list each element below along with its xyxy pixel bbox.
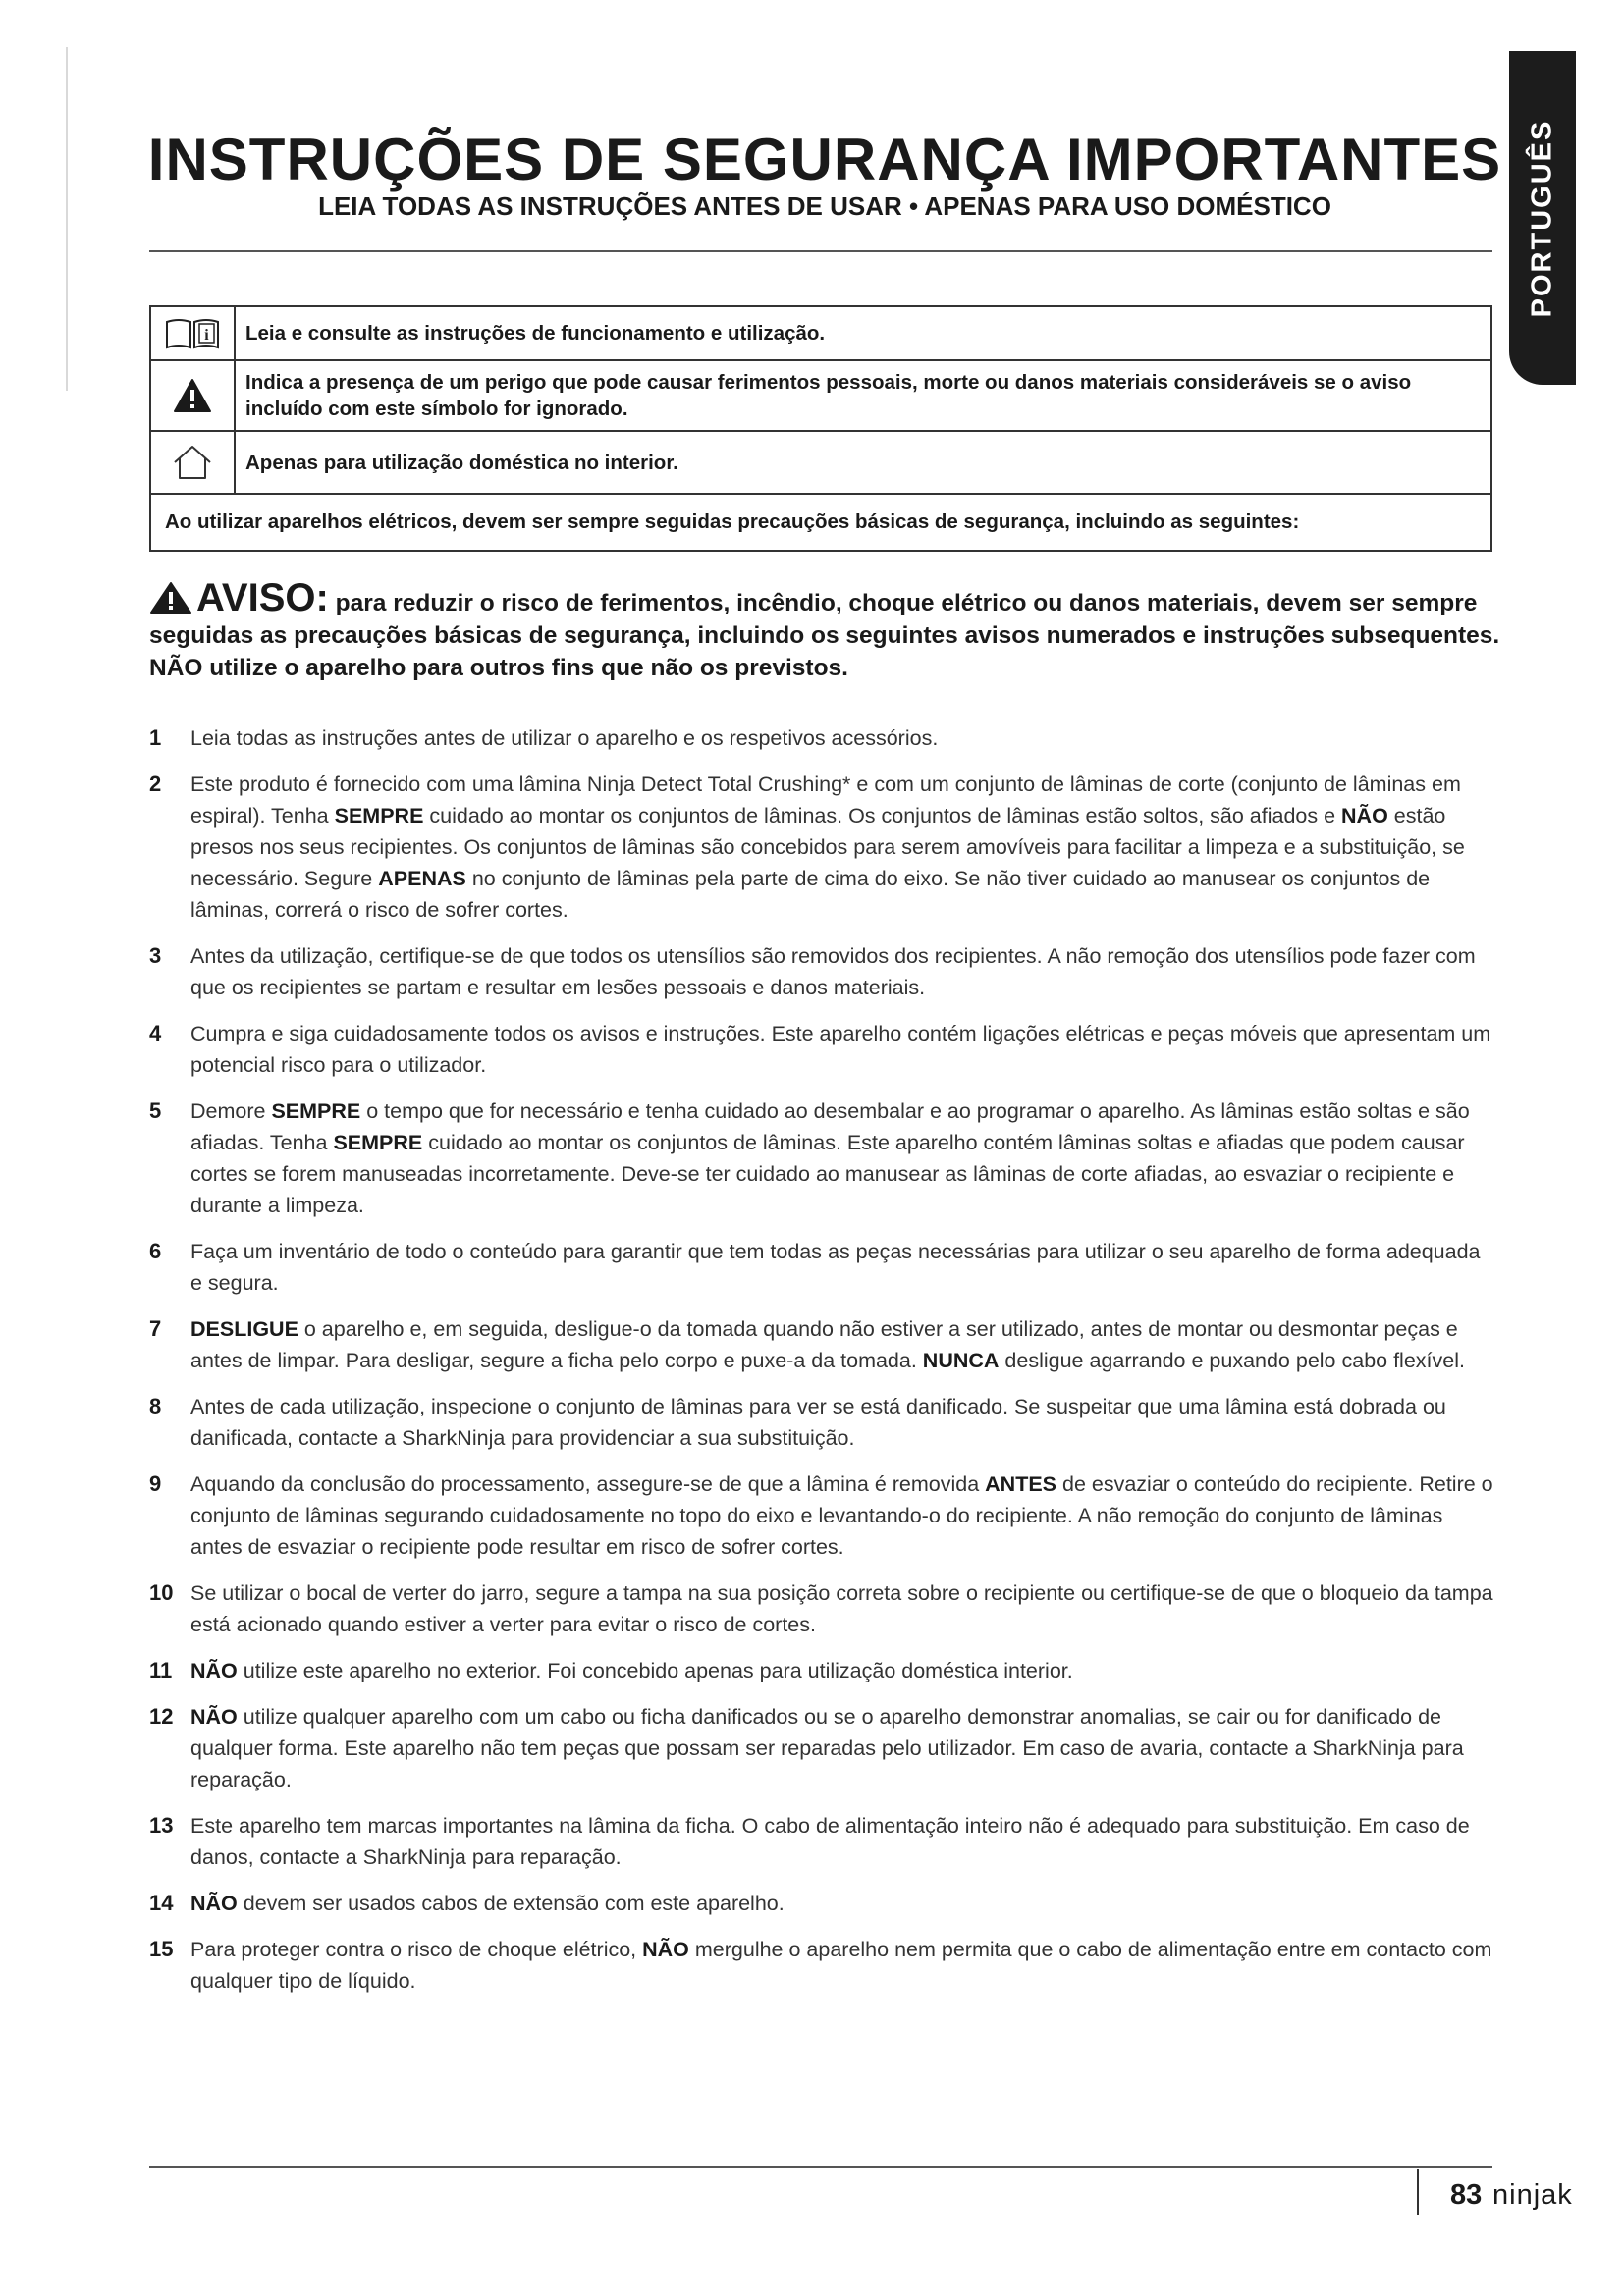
top-divider: [149, 250, 1492, 252]
warning-icon: [149, 581, 192, 614]
instruction-item: [149, 940, 1494, 1003]
warning-triangle-icon: [151, 361, 236, 430]
warning-label: AVISO:: [196, 576, 329, 619]
emphasis-text: NÃO: [190, 1705, 238, 1729]
manual-info-icon: [151, 307, 236, 359]
item-text: [190, 1391, 1494, 1454]
page-title: INSTRUÇÕES DE SEGURANÇA IMPORTANTES: [147, 127, 1502, 192]
item-number: 5: [149, 1098, 162, 1123]
item-text: [190, 1095, 1494, 1221]
emphasis-text: NÃO: [1341, 804, 1388, 828]
symbol-row: [151, 432, 1490, 495]
instruction-item: [149, 1313, 1494, 1376]
text-segment: Este produto é fornecido com uma lâmina Ninja Detect Total Crushing* e com um conjunto de lâminas de corte (conjunto de lâminas em espiral). Tenha: [190, 773, 1461, 828]
text-segment: Cumpra e siga cuidadosamente todos os avisos e instruções. Este aparelho contém ligações elétricas e peças móveis que apresentam um potencial risco para o utilizador.: [190, 1022, 1491, 1077]
text-segment: desligue agarrando e puxando pelo cabo flexível.: [999, 1349, 1465, 1372]
item-number: 2: [149, 772, 162, 796]
instruction-item: [149, 1236, 1494, 1299]
emphasis-text: ANTES: [985, 1472, 1057, 1496]
text-segment: utilize este aparelho no exterior. Foi concebido apenas para utilização doméstica interior.: [237, 1659, 1073, 1682]
item-text: [190, 722, 1494, 754]
item-text: [190, 1018, 1494, 1081]
item-number: 12: [149, 1704, 174, 1729]
safety-instructions-list: [149, 722, 1494, 2011]
symbol-row: [151, 307, 1490, 361]
precautions-note: Ao utilizar aparelhos elétricos, devem ser sempre seguidas precauções básicas de segurança, incluindo as seguintes:: [165, 510, 1300, 533]
instruction-item: [149, 769, 1494, 926]
emphasis-text: NUNCA: [922, 1349, 1000, 1372]
text-segment: devem ser usados cabos de extensão com este aparelho.: [237, 1892, 785, 1915]
instruction-item: [149, 1095, 1494, 1221]
text-segment: cuidado ao montar os conjuntos de lâminas. Este aparelho contém lâminas soltas e afiadas que podem causar cortes se forem manuseadas incorretamente. Deve-se ter cuidado ao manusear as lâminas de corte afiadas, ao esvaziar o recipiente e durante a limpeza.: [190, 1131, 1465, 1217]
item-number: 1: [149, 725, 162, 750]
item-text: [190, 1577, 1494, 1640]
warning-block: [149, 576, 1504, 684]
bottom-divider: [149, 2166, 1492, 2168]
item-number: 6: [149, 1239, 162, 1263]
item-text: [190, 1701, 1494, 1795]
emphasis-text: SEMPRE: [271, 1099, 361, 1123]
item-number: 15: [149, 1937, 174, 1961]
item-number: 13: [149, 1813, 174, 1838]
text-segment: de esvaziar o conteúdo do recipiente. Retire o conjunto de lâminas segurando cuidadosamente no topo do eixo e levantando-o do recipiente. A não remoção do conjunto de lâminas antes de esvaziar o recipiente pode resultar em risco de sofrer cortes.: [190, 1472, 1493, 1559]
emphasis-text: APENAS: [378, 867, 466, 890]
item-number: 10: [149, 1580, 174, 1605]
symbol-row: [151, 361, 1490, 432]
text-segment: o aparelho e, em seguida, desligue-o da tomada quando não estiver a ser utilizado, antes de montar ou desmontar peças e antes de limpar. Para desligar, segure a ficha pelo corpo e puxe-a da tomada.: [190, 1317, 1458, 1372]
item-text: [190, 1236, 1494, 1299]
brand-logo: ninjak: [1492, 2179, 1573, 2211]
text-segment: no conjunto de lâminas pela parte de cima do eixo. Se não tiver cuidado ao manusear os conjuntos de lâminas, correrá o risco de sofrer cortes.: [190, 867, 1431, 922]
instruction-item: [149, 1701, 1494, 1795]
symbol-text: Leia e consulte as instruções de funcionamento e utilização.: [245, 322, 826, 345]
page-subtitle: LEIA TODAS AS INSTRUÇÕES ANTES DE USAR • APENAS PARA USO DOMÉSTICO: [318, 191, 1331, 221]
footer-separator: [1417, 2169, 1419, 2215]
language-label: PORTUGUÊS: [1526, 119, 1558, 317]
item-text: [190, 1468, 1494, 1563]
item-text: [190, 1934, 1494, 1997]
item-text: [190, 769, 1494, 926]
left-margin-rule: [66, 47, 68, 391]
text-segment: utilize qualquer aparelho com um cabo ou ficha danificados ou se o aparelho demonstrar anomalias, se cair ou for danificado de qualquer forma. Este aparelho não tem peças que possam ser reparadas pelo utilizador. Em caso de avaria, contacte a SharkNinja para reparação.: [190, 1705, 1464, 1791]
emphasis-text: NÃO: [642, 1938, 689, 1961]
item-number: 3: [149, 943, 162, 968]
instruction-item: [149, 1018, 1494, 1081]
text-segment: Demore: [190, 1099, 272, 1123]
instruction-item: [149, 1655, 1494, 1686]
emphasis-text: NÃO: [190, 1659, 238, 1682]
text-segment: Antes da utilização, certifique-se de que todos os utensílios são removidos dos recipientes. A não remoção dos utensílios pode fazer com que os recipientes se partam e resultar em lesões pessoais e danos materiais.: [190, 944, 1476, 999]
text-segment: estão presos nos seus recipientes. Os conjuntos de lâminas são concebidos para serem amovíveis para facilitar a limpeza e a substituição, se necessário. Segure: [190, 804, 1465, 890]
emphasis-text: DESLIGUE: [190, 1317, 298, 1341]
text-segment: Para proteger contra o risco de choque elétrico,: [190, 1938, 643, 1961]
item-number: 11: [149, 1658, 173, 1682]
text-segment: o tempo que for necessário e tenha cuidado ao desembalar e ao programar o aparelho. As lâminas estão soltas e são afiadas. Tenha: [190, 1099, 1470, 1154]
text-segment: Antes de cada utilização, inspecione o conjunto de lâminas para ver se está danificado. Se suspeitar que uma lâmina está dobrada ou danificada, contacte a SharkNinja para providenciar a sua substituição.: [190, 1395, 1446, 1450]
item-number: 8: [149, 1394, 162, 1418]
symbols-table: [149, 305, 1492, 552]
emphasis-text: NÃO: [190, 1892, 238, 1915]
instruction-item: [149, 1391, 1494, 1454]
instruction-item: [149, 1468, 1494, 1563]
symbol-text: Apenas para utilização doméstica no interior.: [245, 451, 678, 474]
text-segment: Este aparelho tem marcas importantes na lâmina da ficha. O cabo de alimentação inteiro não é adequado para substituição. Em caso de danos, contacte a SharkNinja para reparação.: [190, 1814, 1470, 1869]
item-text: [190, 1888, 1494, 1919]
text-segment: Faça um inventário de todo o conteúdo para garantir que tem todas as peças necessárias para utilizar o seu aparelho de forma adequada e segura.: [190, 1240, 1481, 1295]
instruction-item: [149, 1577, 1494, 1640]
text-segment: cuidado ao montar os conjuntos de lâminas. Os conjuntos de lâminas estão soltos, são afiados e: [423, 804, 1342, 828]
instruction-item: [149, 1810, 1494, 1873]
item-number: 9: [149, 1471, 162, 1496]
instruction-item: [149, 722, 1494, 754]
instruction-item: [149, 1934, 1494, 1997]
svg-text:i: i: [204, 326, 209, 344]
emphasis-text: SEMPRE: [333, 1131, 423, 1154]
item-number: 4: [149, 1021, 162, 1045]
item-text: [190, 1655, 1494, 1686]
emphasis-text: SEMPRE: [334, 804, 424, 828]
instruction-item: [149, 1888, 1494, 1919]
symbol-text: Indica a presença de um perigo que pode causar ferimentos pessoais, morte ou danos materiais consideráveis se o aviso incluído com este símbolo for ignorado.: [245, 371, 1412, 420]
text-segment: Aquando da conclusão do processamento, assegure-se de que a lâmina é removida: [190, 1472, 986, 1496]
item-text: [190, 1313, 1494, 1376]
item-number: 14: [149, 1891, 174, 1915]
item-text: [190, 940, 1494, 1003]
language-tab: [1509, 51, 1576, 385]
text-segment: Se utilizar o bocal de verter do jarro, segure a tampa na sua posição correta sobre o recipiente ou certifique-se de que o bloqueio da tampa está acionado quando estiver a verter para evitar o risco de cortes.: [190, 1581, 1493, 1636]
text-segment: Leia todas as instruções antes de utilizar o aparelho e os respetivos acessórios.: [190, 726, 939, 750]
item-number: 7: [149, 1316, 162, 1341]
warning-text: para reduzir o risco de ferimentos, incêndio, choque elétrico ou danos materiais, devem ser sempre seguidas as precauções básicas de segurança, incluindo os seguintes avisos numerados e instruções subsequentes. NÃO utilize o aparelho para outros fins que não os previstos.: [149, 590, 1500, 681]
text-segment: mergulhe o aparelho nem permita que o cabo de alimentação entre em contacto com qualquer tipo de líquido.: [190, 1938, 1492, 1993]
page-number: 83: [1450, 2179, 1483, 2211]
house-icon: [151, 432, 236, 493]
item-text: [190, 1810, 1494, 1873]
